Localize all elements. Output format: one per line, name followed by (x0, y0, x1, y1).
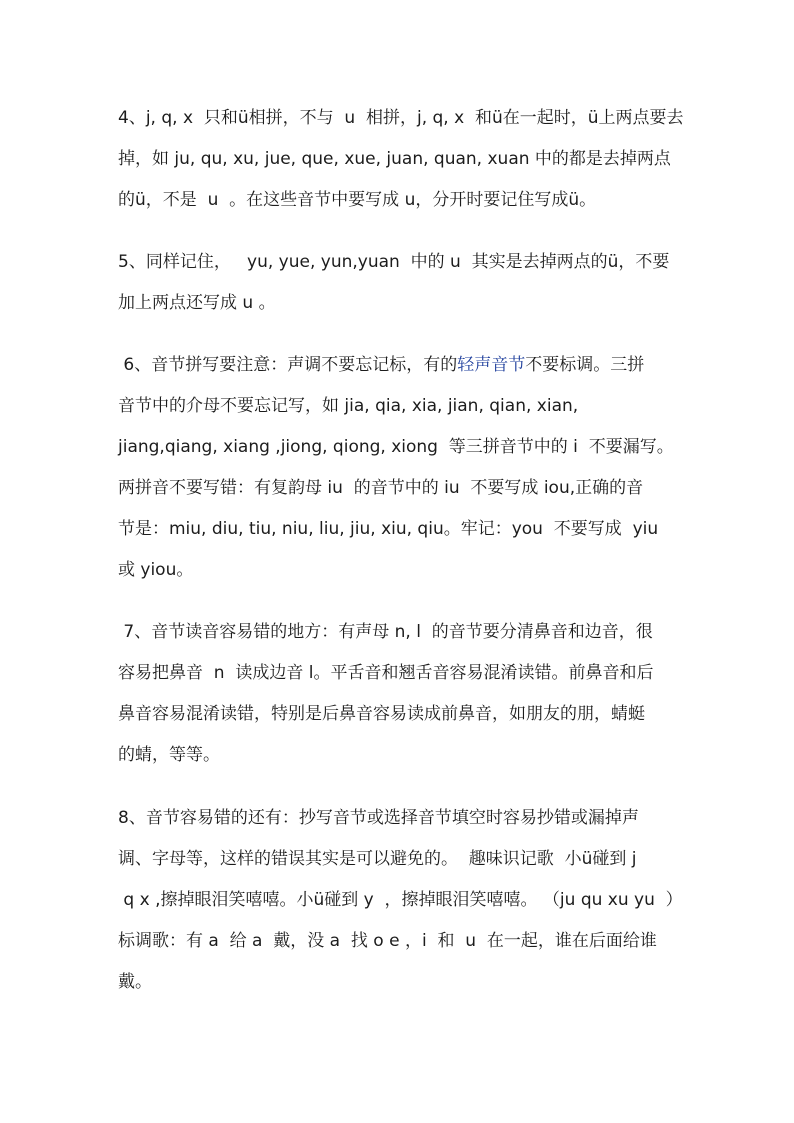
text-segment: 6、音节拼写要注意：声调不要忘记标，有的 (118, 355, 458, 375)
text-line: 节是：miu, diu, tiu, niu, liu, jiu, xiu, qiu。牢记：you 不要写成 yiu (118, 519, 659, 539)
text-line: 标调歌：有 a 给 a 戴，没 a 找 o e ，i 和 u 在一起，谁在后面给谁 (118, 931, 657, 951)
paragraph-7 (118, 612, 693, 776)
text-line: 掉，如 ju, qu, xu, jue, que, xue, juan, quan, xuan 中的都是去掉两点 (118, 149, 671, 169)
text-line: 音节中的介母不要忘记写，如 jia, qia, xia, jian, qian, xian, (118, 396, 579, 416)
text-line (118, 345, 693, 386)
text-line: 的ü，不是 u 。在这些音节中要写成 u，分开时要记住写成ü。 (118, 190, 597, 210)
light-tone-syllable-link[interactable]: 轻声音节 (457, 355, 526, 375)
paragraph-5 (118, 242, 693, 324)
paragraph-8 (118, 798, 693, 1003)
paragraph-4 (118, 98, 693, 221)
text-line: 4、j, q, x 只和ü相拼，不与 u 相拼，j, q, x 和ü在一起时，ü上两点要去 (118, 108, 684, 128)
text-line: 加上两点还写成 u 。 (118, 293, 276, 313)
text-line: 调、字母等，这样的错误其实是可以避免的。 趣味识记歌 小ü碰到 j (118, 849, 637, 869)
text-line: 8、音节容易错的还有：抄写音节或选择音节填空时容易抄错或漏掉声 (118, 808, 639, 828)
paragraph-6 (118, 345, 693, 591)
text-line: 戴。 (118, 972, 152, 992)
text-line: 的蜻，等等。 (118, 745, 220, 765)
text-line: 5、同样记住， yu, yue, yun,yuan 中的 u 其实是去掉两点的ü，不要 (118, 252, 670, 272)
text-line: q x ,擦掉眼泪笑嘻嘻。小ü碰到 y ，擦掉眼泪笑嘻嘻。 （ju qu xu yu ） (118, 890, 683, 910)
text-line: 7、音节读音容易错的地方：有声母 n, l 的音节要分清鼻音和边音，很 (118, 622, 653, 642)
text-line: 或 yiou。 (118, 560, 194, 580)
text-line: 两拼音不要写错：有复韵母 iu 的音节中的 iu 不要写成 iou,正确的音 (118, 478, 644, 498)
text-line: 容易把鼻音 n 读成边音 l。平舌音和翘舌音容易混淆读错。前鼻音和后 (118, 663, 654, 683)
text-line: 鼻音容易混淆读错，特别是后鼻音容易读成前鼻音，如朋友的朋，蜻蜓 (118, 704, 645, 724)
text-line: jiang,qiang, xiang ,jiong, qiong, xiong 等三拼音节中的 i 不要漏写。 (118, 437, 674, 457)
text-segment: 不要标调。三拼 (525, 355, 645, 375)
